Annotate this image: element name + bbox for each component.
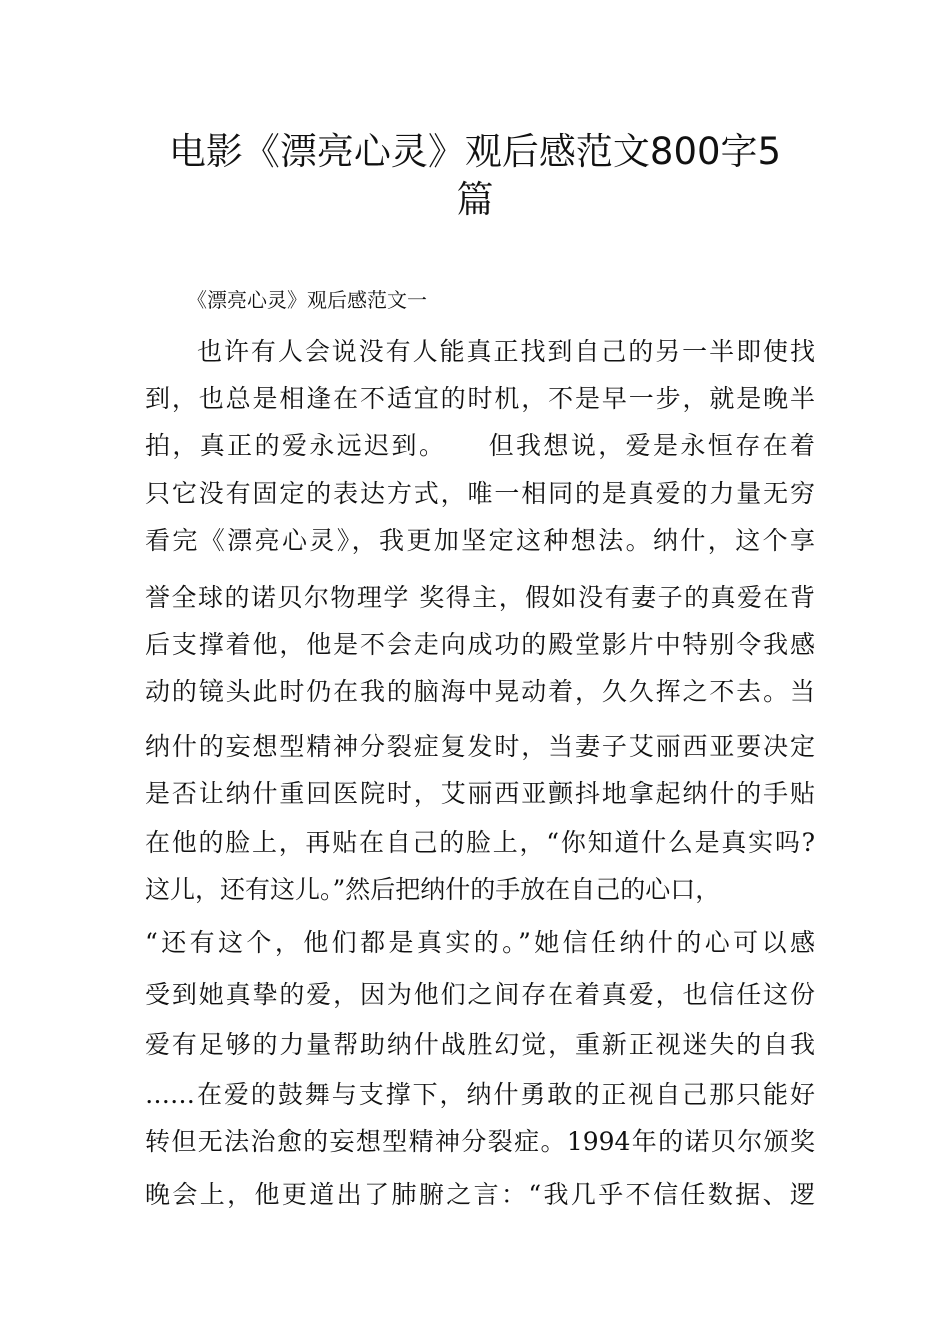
body-line: 看完《漂亮心灵》，我更加坚定这种想法。纳什，这个享 (145, 526, 815, 555)
body-line: ……在爱的鼓舞与支撑下，纳什勇敢的正视自己那只能好 (145, 1080, 815, 1109)
body-line: 到，也总是相逢在不适宜的时机，不是早一步，就是晚半 (145, 384, 815, 413)
body-line: 转但无法治愈的妄想型精神分裂症。1994年的诺贝尔颁奖 (145, 1127, 815, 1156)
title-line-1: 电影《漂亮心灵》观后感范文800字5 (168, 130, 782, 173)
body-line: “还有这个，他们都是真实的。”她信任纳什的心可以感 (145, 928, 815, 957)
body-line: 晚会上，他更道出了肺腑之言：“我几乎不信任数据、逻 (145, 1180, 815, 1209)
body-line: 这儿，还有这儿。”然后把纳什的手放在自己的心口， (145, 875, 721, 904)
title-line-2: 篇 (456, 178, 494, 221)
body-line: 只它没有固定的表达方式，唯一相同的是真爱的力量无穷 (145, 479, 815, 508)
body-line: 也许有人会说没有人能真正找到自己的另一半即使找 (197, 337, 815, 366)
body-line: 拍，真正的爱永远迟到。 但我想说，爱是永恒存在着 (145, 431, 815, 460)
document-title (120, 128, 830, 224)
body-line: 动的镜头此时仍在我的脑海中晃动着，久久挥之不去。当 (145, 677, 815, 706)
body-line: 誉全球的诺贝尔物理学 奖得主，假如没有妻子的真爱在背 (145, 583, 815, 612)
body-line: 纳什的妄想型精神分裂症复发时，当妻子艾丽西亚要决定 (145, 732, 815, 761)
body-line: 后支撑着他，他是不会走向成功的殿堂影片中特别令我感 (145, 630, 815, 659)
body-line: 在他的脸上，再贴在自己的脸上，“你知道什么是真实吗? (145, 828, 815, 857)
section-heading: 《漂亮心灵》观后感范文一 (187, 288, 427, 312)
body-line: 是否让纳什重回医院时，艾丽西亚颤抖地拿起纳什的手贴 (145, 779, 815, 808)
body-line: 受到她真挚的爱，因为他们之间存在着真爱，也信任这份 (145, 980, 815, 1009)
body-line: 爱有足够的力量帮助纳什战胜幻觉，重新正视迷失的自我 (145, 1030, 815, 1059)
